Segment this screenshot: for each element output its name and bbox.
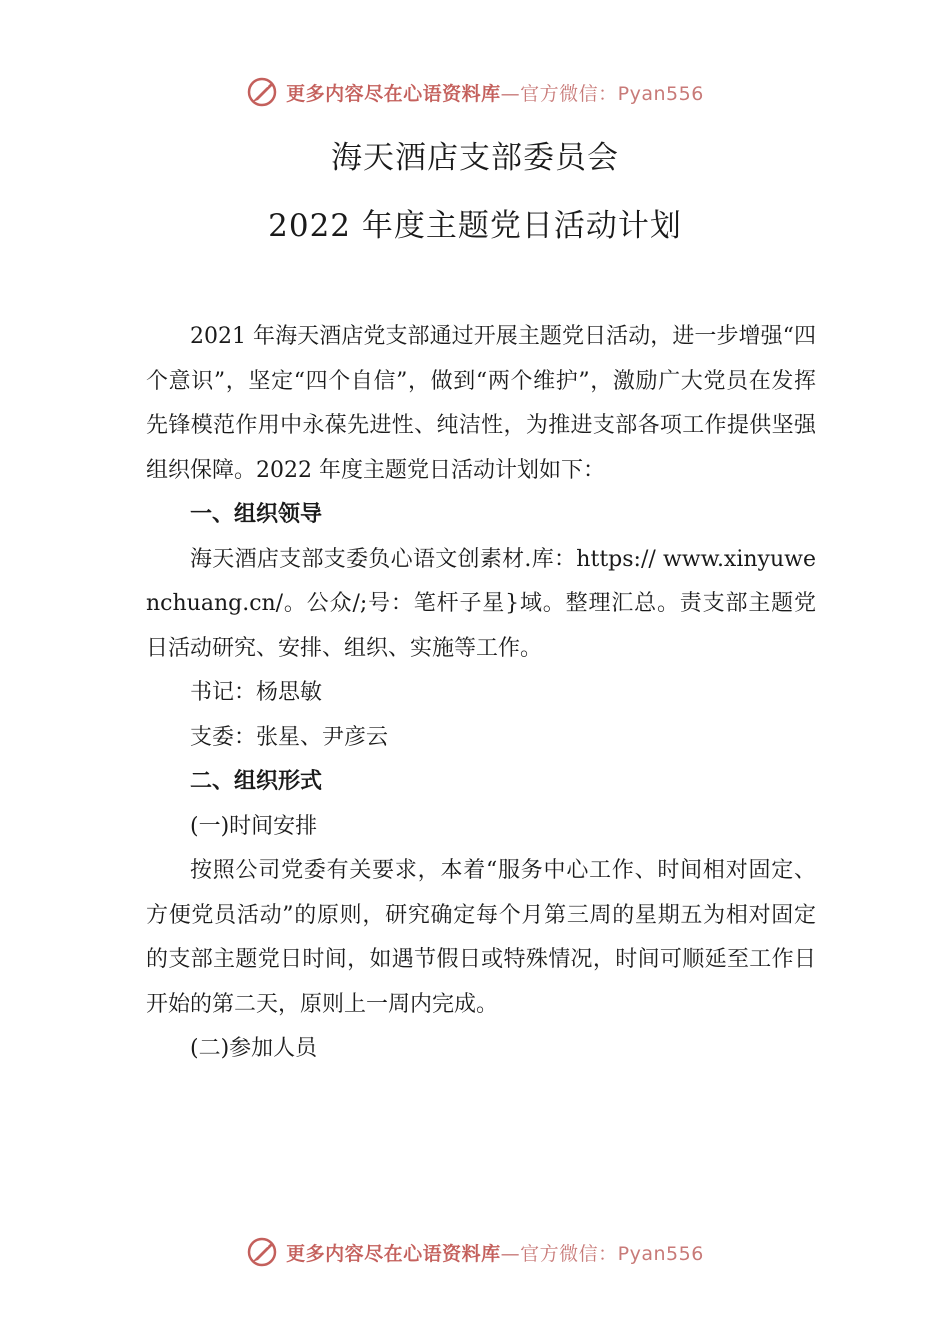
- banner-brand: 更多内容尽在心语资料库: [286, 82, 501, 105]
- document-body: [146, 315, 816, 1072]
- banner-separator: —: [500, 1242, 521, 1265]
- header-watermark-banner: [0, 72, 950, 112]
- section-heading-format: 二、组织形式: [190, 769, 323, 794]
- banner-separator: —: [500, 82, 521, 105]
- committee-line: 支委：张星、尹彦云: [190, 724, 389, 750]
- schedule-paragraph: 按照公司党委有关要求，本着“服务中心工作、时间相对固定、方便党员活动”的原则，研究确定每个月第三周的星期五为相对固定的支部主题党日时间，如遇节假日或特殊情况，时间可顺延至工作日开始的第二天，原则上一周内完成。: [146, 858, 816, 1017]
- quill-logo-icon: [246, 1236, 278, 1268]
- leadership-paragraph: 海天酒店支部支委负心语文创素材.库：https:// www.xinyuwenchuang.cn/。公众/;号：笔杆子星}域。整理汇总。责支部主题党日活动研究、安排、组织、实施等工作。: [146, 546, 816, 661]
- subsection-heading-schedule: (一)时间安排: [190, 813, 318, 839]
- quill-logo-icon: [246, 76, 278, 108]
- banner-text: [286, 79, 704, 106]
- subsection-heading-participants: (二)参加人员: [190, 1036, 318, 1061]
- document-title-line1: 海天酒店支部委员会: [331, 140, 619, 176]
- footer-watermark-banner: [0, 1232, 950, 1272]
- secretary-line: 书记：杨思敏: [190, 680, 323, 705]
- banner-contact: 官方微信：Pyan556: [520, 1242, 704, 1265]
- intro-paragraph: 2021 年海天酒店党支部通过开展主题党日活动，进一步增强“四个意识”，坚定“四个自信”，做到“两个维护”，激励广大党员在发挥先锋模范作用中永葆先进性、纯洁性，为推进支部各项工作提供坚强组织保障。2022 年度主题党日活动计划如下：: [146, 324, 816, 483]
- document-title-line2: 2022 年度主题党日活动计划: [268, 208, 682, 244]
- section-heading-leadership: 一、组织领导: [190, 502, 323, 527]
- banner-contact: 官方微信：Pyan556: [520, 82, 704, 105]
- banner-brand: 更多内容尽在心语资料库: [286, 1242, 501, 1265]
- banner-text: [286, 1239, 704, 1266]
